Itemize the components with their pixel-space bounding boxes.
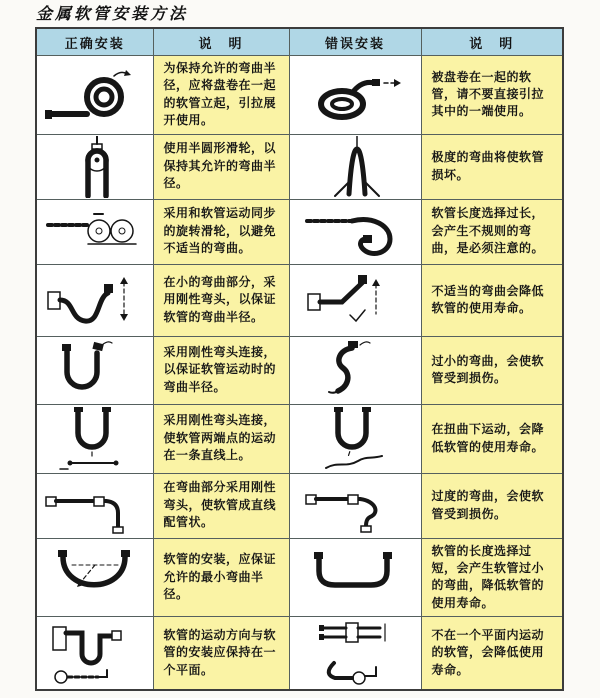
table-row (36, 134, 563, 199)
header-correct-install: 正确安装 (36, 28, 153, 56)
correct-image-cell (36, 134, 153, 199)
wrong-image-cell (289, 264, 421, 336)
table-row (36, 617, 563, 690)
installation-table (35, 27, 564, 691)
correct-image-cell (36, 538, 153, 617)
page-title: 金属软管安装方法 (36, 4, 189, 23)
correct-image-cell (36, 336, 153, 404)
table-row (36, 199, 563, 264)
irregular-loop-figure (302, 201, 408, 263)
wrong-image-cell (289, 56, 421, 135)
correct-image-cell (36, 264, 153, 336)
wrong-image-cell (289, 404, 421, 473)
wrong-note: 极度的弯曲将使软管损坏。 (421, 134, 563, 199)
header-correct-note: 说 明 (153, 28, 289, 56)
extreme-bend-figure (302, 136, 408, 198)
synchronized-rollers-figure (42, 201, 148, 263)
correct-note: 采用刚性弯头连接，以保证软管运动时的弯曲半径。 (153, 336, 289, 404)
wrong-note: 软管的长度选择过短，会产生软管过小的弯曲，降低软管的使用寿命。 (421, 538, 563, 617)
wrong-note: 在扭曲下运动，会降低软管的使用寿命。 (421, 404, 563, 473)
wrong-image-cell (289, 538, 421, 617)
header-wrong-install: 错误安装 (289, 28, 421, 56)
wrong-image-cell (289, 336, 421, 404)
improper-bend-figure (302, 267, 408, 333)
correct-note: 在小的弯曲部分，采用刚性弯头，以保证软管的弯曲半径。 (153, 264, 289, 336)
correct-image-cell (36, 404, 153, 473)
correct-note: 采用刚性弯头连接，使软管两端点的运动在一条直线上。 (153, 404, 289, 473)
wrong-image-cell (289, 134, 421, 199)
over-bend-figure (302, 476, 408, 536)
table-row (36, 473, 563, 538)
correct-image-cell (36, 199, 153, 264)
too-short-hose-figure (302, 546, 408, 608)
straight-piping-elbow-figure (42, 476, 148, 536)
wrong-note: 软管长度选择过长，会产生不规则的弯曲，是必须注意的。 (421, 199, 563, 264)
correct-note: 为保持允许的弯曲半径，应将盘卷在一起的软管立起，引拉展开使用。 (153, 56, 289, 135)
half-round-pulley-figure (42, 136, 148, 198)
wrong-image-cell (289, 473, 421, 538)
table-row (36, 404, 563, 473)
table-row (36, 264, 563, 336)
header-row (36, 28, 563, 56)
same-plane-motion-figure (42, 620, 148, 686)
wrong-image-cell (289, 617, 421, 690)
flat-coil-pulled-figure (302, 64, 408, 126)
minimum-bend-radius-figure (42, 546, 148, 608)
table-row (36, 56, 563, 135)
header-wrong-note: 说 明 (421, 28, 563, 56)
wrong-image-cell (289, 199, 421, 264)
wrong-note: 过度的弯曲，会使软管受到损伤。 (421, 473, 563, 538)
correct-image-cell (36, 56, 153, 135)
correct-image-cell (36, 617, 153, 690)
correct-image-cell (36, 473, 153, 538)
wrong-note: 不在一个平面内运动的软管，会降低使用寿命。 (421, 617, 563, 690)
correct-note: 软管的安装，应保证允许的最小弯曲半径。 (153, 538, 289, 617)
wrong-note: 过小的弯曲，会使软管受到损伤。 (421, 336, 563, 404)
rigid-elbow-u-hang-figure (42, 339, 148, 401)
wrong-note: 不适当的弯曲会降低软管的使用寿命。 (421, 264, 563, 336)
correct-note: 采用和软管运动同步的旋转滑轮，以避免不适当的弯曲。 (153, 199, 289, 264)
table-row (36, 538, 563, 617)
correct-note: 使用半圆形滑轮，以保持其允许的弯曲半径。 (153, 134, 289, 199)
table-row (36, 336, 563, 404)
too-small-bend-figure (302, 339, 408, 401)
twisted-motion-figure (302, 406, 408, 472)
correct-note: 在弯曲部分采用刚性弯头，使软管成直线配管状。 (153, 473, 289, 538)
out-of-plane-motion-figure (302, 619, 408, 687)
inline-motion-u-figure (42, 406, 148, 472)
wrong-note: 被盘卷在一起的软管，请不要直接引拉其中的一端使用。 (421, 56, 563, 135)
correct-note: 软管的运动方向与软管的安装应保持在一个平面。 (153, 617, 289, 690)
standing-coil-figure (42, 64, 148, 126)
rigid-elbow-small-bend-figure (42, 267, 148, 333)
